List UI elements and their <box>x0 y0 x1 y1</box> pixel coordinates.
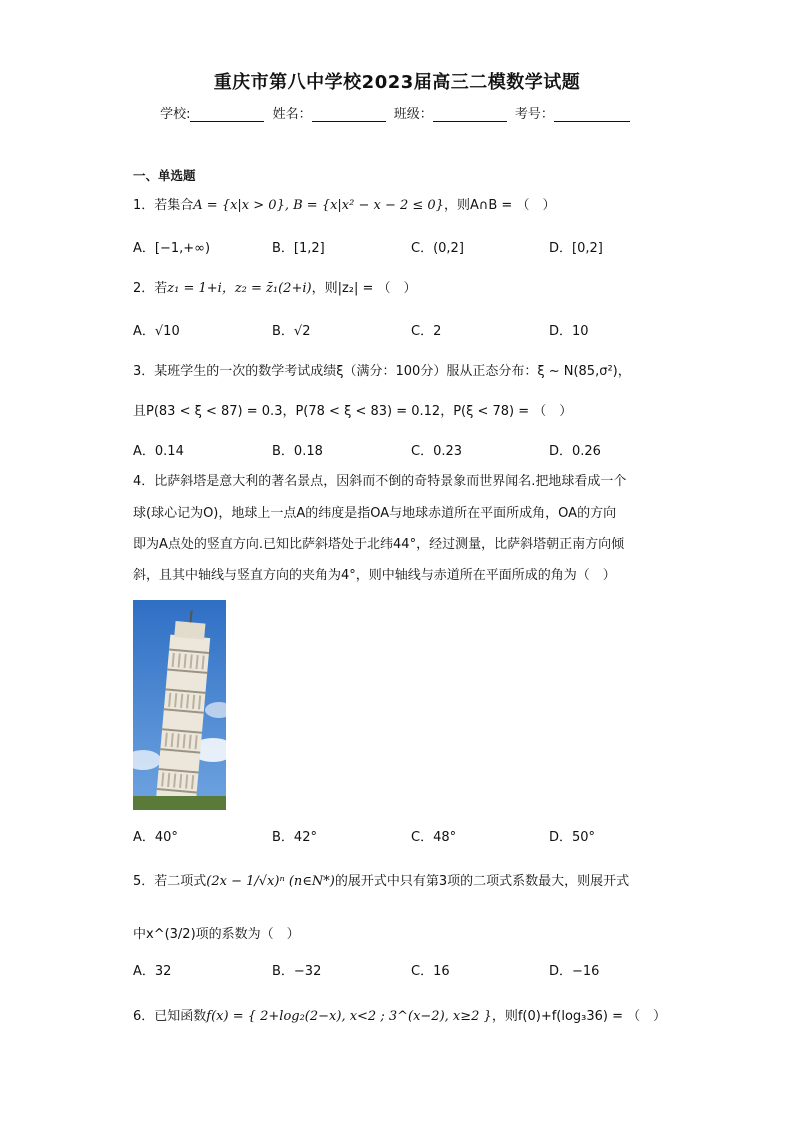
question-5-line-1 <box>133 872 629 892</box>
q1-option-b[interactable]: B．[1,2] <box>272 241 325 256</box>
q6-suffix: ，则f(0)+f(log₃36) = （ ） <box>491 1009 667 1024</box>
section-title: 一、单选题 <box>133 168 196 183</box>
q6-math: f(x) = { 2+log₂(2−x), x<2 ; 3^(x−2), x≥2 } <box>206 1009 492 1024</box>
q1-prefix: 1．若集合 <box>133 198 194 213</box>
q5-option-c[interactable]: C．16 <box>411 964 450 979</box>
q4-option-c[interactable]: C．48° <box>411 830 457 845</box>
q2-option-b[interactable]: B．√2 <box>272 324 311 339</box>
q5-option-b[interactable]: B．−32 <box>272 964 322 979</box>
student-info-row <box>0 103 794 122</box>
school-label: 学校: <box>160 107 191 122</box>
q2-option-a[interactable]: A．√10 <box>133 324 180 339</box>
question-1-stem <box>133 196 555 216</box>
q2-math: z₁ = 1+i，z₂ = z̄₁(2+i) <box>167 281 312 296</box>
question-2-options <box>133 320 693 340</box>
q2-suffix: ，则|z₂| = （ ） <box>311 281 417 296</box>
q5-option-a[interactable]: A．32 <box>133 964 172 979</box>
question-3-line-2: 且P(83 < ξ < 87) = 0.3，P(78 < ξ < 83) = 0.12，P(ξ < 78) = （ ） <box>133 404 573 419</box>
q5-suffix: 的展开式中只有第3项的二项式系数最大，则展开式 <box>334 874 630 889</box>
class-label: 班级： <box>393 107 433 122</box>
question-4-line-1: 4．比萨斜塔是意大利的著名景点，因斜而不倒的奇特景象而世界闻名.把地球看成一个 <box>133 474 627 489</box>
question-4-line-3: 即为A点处的竖直方向.已知比萨斜塔处于北纬44°，经过测量，比萨斜塔朝正南方向倾 <box>133 537 625 552</box>
school-blank[interactable] <box>190 107 264 122</box>
q3-option-a[interactable]: A．0.14 <box>133 444 184 459</box>
q6-prefix: 6．已知函数 <box>133 1009 207 1024</box>
class-blank[interactable] <box>433 107 507 122</box>
q2-prefix: 2．若 <box>133 281 168 296</box>
q3-option-c[interactable]: C．0.23 <box>411 444 463 459</box>
name-label: 姓名： <box>272 107 312 122</box>
q5-option-d[interactable]: D．−16 <box>549 964 600 979</box>
q4-option-d[interactable]: D．50° <box>549 830 596 845</box>
q1-math: A = {x|x > 0}, B = {x|x² − x − 2 ≤ 0} <box>193 198 444 213</box>
q2-option-d[interactable]: D．10 <box>549 324 589 339</box>
q3-option-d[interactable]: D．0.26 <box>549 444 601 459</box>
q1-suffix: ，则A∩B = （ ） <box>443 198 556 213</box>
question-4-line-2: 球(球心记为O)，地球上一点A的纬度是指OA与地球赤道所在平面所成角，OA的方向 <box>133 506 617 521</box>
q5-binomial: (2x − 1/√x)ⁿ (n∈N*) <box>206 874 335 889</box>
question-6-stem <box>133 1007 666 1027</box>
name-blank[interactable] <box>312 107 386 122</box>
question-4-options <box>133 826 693 846</box>
question-4-line-4: 斜，且其中轴线与竖直方向的夹角为4°，则中轴线与赤道所在平面所成的角为（ ） <box>133 568 616 583</box>
question-5-line-2: 中x^(3/2)项的系数为（ ） <box>133 927 300 942</box>
q4-option-a[interactable]: A．40° <box>133 830 178 845</box>
q1-option-a[interactable]: A．[−1,+∞) <box>133 241 211 256</box>
q5-prefix: 5．若二项式 <box>133 874 207 889</box>
q1-option-d[interactable]: D．[0,2] <box>549 241 603 256</box>
question-5-options <box>133 960 693 980</box>
leaning-tower-photo <box>133 600 226 810</box>
exam-number-label: 考号： <box>514 107 554 122</box>
q2-option-c[interactable]: C．2 <box>411 324 442 339</box>
question-2-stem <box>133 279 417 299</box>
q3-option-b[interactable]: B．0.18 <box>272 444 323 459</box>
page-title: 重庆市第八中学校2023届高三二模数学试题 <box>213 72 581 93</box>
question-3-line-1: 3．某班学生的一次的数学考试成绩ξ（满分：100分）服从正态分布：ξ ~ N(85,σ²)， <box>133 364 631 379</box>
question-3-options <box>133 440 693 460</box>
question-1-options <box>133 237 693 257</box>
q4-option-b[interactable]: B．42° <box>272 830 317 845</box>
q1-option-c[interactable]: C．(0,2] <box>411 241 464 256</box>
exam-number-blank[interactable] <box>554 107 630 122</box>
